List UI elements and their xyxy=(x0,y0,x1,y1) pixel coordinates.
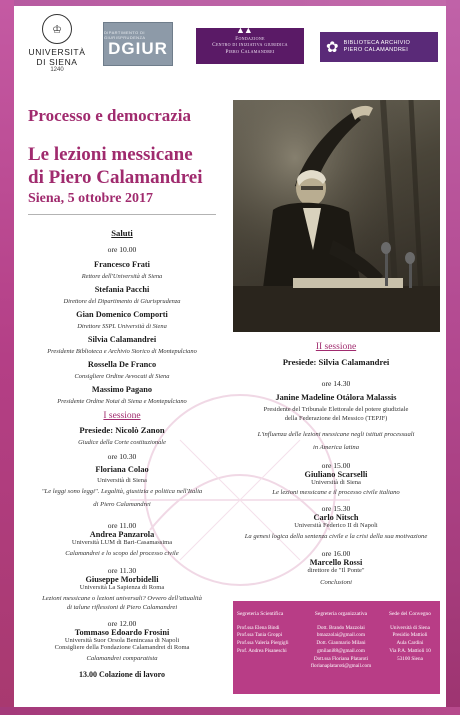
talk-title: L'influenza delle lezioni messicane negli istituti processuali xyxy=(257,431,415,438)
info-scientifica-item: Prof. Andrea Pisaneschi xyxy=(237,647,287,654)
talk-speaker: Giuseppe Morbidelli xyxy=(85,575,159,584)
talk-time: ore 15.00 xyxy=(321,461,351,470)
session1-heading: I sessione xyxy=(103,411,141,421)
info-scientifica-item: Prof.ssa Valeria Piergigli xyxy=(237,640,289,647)
saluti-speaker-role: Consigliere Ordine Avvocati di Siena xyxy=(74,373,170,380)
talk-affiliation: Presidente del Tribunale Elettorale del potere giudiziale xyxy=(263,406,409,413)
talk-time: ore 12.00 xyxy=(107,619,137,628)
info-sede-item: Presidio Mattioli xyxy=(392,632,428,639)
info-organizzativa-item: Dott. Brando Mazzolai xyxy=(317,624,365,631)
info-organizzativa xyxy=(305,611,377,671)
info-organizzativa-email[interactable]: florianaplataroti@gmail.com xyxy=(310,663,372,670)
event-date: Siena, 5 ottobre 2017 xyxy=(28,191,153,206)
talk-title: di talune riflessioni di Piero Calamandrei xyxy=(66,604,178,611)
page-subtitle xyxy=(28,143,203,189)
info-scientifica-heading: Segreteria Scientifica xyxy=(237,611,284,617)
info-sede-item: Via P.A. Mattioli 10 xyxy=(389,647,431,654)
unisi-seal-icon: ♔ xyxy=(42,14,72,44)
photo-figure xyxy=(233,100,440,332)
talk-affiliation: Università di Siena xyxy=(311,479,361,486)
calamandrei-photo xyxy=(233,100,440,332)
fondazione-triangles-icon: ▲▲ xyxy=(236,25,252,35)
talk-affiliation: Università Suor Orsola Benincasa di Napoli xyxy=(64,637,180,644)
info-sede-heading: Sede del Convegno xyxy=(389,611,431,617)
saluti-speaker-role: Direttore del Dipartimento di Giurisprudenza xyxy=(63,298,181,305)
talk-time: ore 15.30 xyxy=(321,504,351,513)
subtitle-line2: di Piero Calamandrei xyxy=(28,167,203,188)
info-sede xyxy=(381,611,439,663)
info-scientifica xyxy=(237,611,303,656)
talk-affiliation: Università Federico II di Napoli xyxy=(294,522,378,529)
talk-time: ore 14.30 xyxy=(321,379,351,388)
saluti-speaker-name: Francesco Frati xyxy=(94,260,150,269)
unisi-name-line1: UNIVERSITÀ xyxy=(28,47,86,57)
info-sede-item: Aula Cardini xyxy=(396,640,424,647)
lunch-break: 13.00 Colazione di lavoro xyxy=(78,670,166,679)
info-box xyxy=(233,601,440,694)
page-title: Processo e democrazia xyxy=(28,106,192,125)
talk-title: Lezioni messicane o lezioni universali? Ovvero dell'attualità xyxy=(42,595,202,602)
info-organizzativa-item: Dott. Gianmario Milani xyxy=(316,640,366,647)
frame-left xyxy=(0,0,14,715)
talk-title: Calamandrei comparatista xyxy=(86,655,158,662)
talk-title: La genesi logica della sentenza civile e la crisi della sua motivazione xyxy=(244,533,428,540)
talk-speaker: Floriana Colao xyxy=(95,465,149,474)
fondazione-logo xyxy=(196,25,304,64)
butterfly-icon: ✿ xyxy=(326,39,339,56)
subtitle-line1: Le lezioni messicane xyxy=(28,144,193,165)
fondazione-line1: Fondazione xyxy=(235,36,265,42)
saluti-heading: Saluti xyxy=(111,228,133,238)
info-sede-item: 53100 Siena xyxy=(397,655,423,662)
talk-speaker: Janine Madeline Otálora Malassis xyxy=(275,393,397,402)
saluti-speaker-role: Direttore SSPL Università di Siena xyxy=(77,323,167,330)
biblioteca-logo xyxy=(320,32,438,62)
dgiur-caption: DIPARTIMENTO DI GIURISPRUDENZA xyxy=(104,30,146,40)
dgiur-logo xyxy=(103,22,173,66)
fondazione-line2: Centro di iniziativa giuridica xyxy=(212,42,288,49)
talk-speaker: Andrea Panzarola xyxy=(89,530,155,539)
talk-time: ore 11.30 xyxy=(107,566,137,575)
biblioteca-line1: BIBLIOTECA ARCHIVIO xyxy=(343,40,411,46)
title-divider xyxy=(28,214,216,215)
session2-heading: II sessione xyxy=(315,342,357,352)
fondazione-line3: Piero Calamandrei xyxy=(225,48,275,55)
unisi-logo xyxy=(22,14,92,80)
saluti-speaker-role: Presidente Ordine Notai di Siena e Montepulciano xyxy=(57,398,187,405)
info-organizzativa-email[interactable]: bmazzolai@gmail.com xyxy=(316,632,366,639)
talk-speaker: Marcello Rossi xyxy=(309,558,363,567)
talk-speaker: Tommaso Edoardo Frosini xyxy=(74,628,170,637)
talk-title: in America latina xyxy=(312,444,360,451)
info-sede-item: Università di Siena xyxy=(390,624,430,631)
talk-affiliation: direttore de "Il Ponte" xyxy=(307,567,365,574)
program-right-column xyxy=(228,342,444,586)
dgiur-wordmark: DGIUR xyxy=(108,39,168,58)
saluti-time: ore 10.00 xyxy=(107,245,137,254)
program-left-column xyxy=(16,224,228,679)
talk-affiliation: Università LUM di Bari-Casamassima xyxy=(71,539,173,546)
info-scientifica-item: Prof.ssa Tania Groppi xyxy=(237,632,283,639)
talk-speaker: Giuliano Scarselli xyxy=(304,470,368,479)
session1-chair-role: Giudice della Corte costituzionale xyxy=(78,439,166,446)
saluti-speaker-name: Rossella De Franco xyxy=(87,360,157,369)
talk-affiliation: della Federazione del Messico (TEPJF) xyxy=(284,415,388,422)
info-organizzativa-item: Dott.ssa Floriana Plataroti xyxy=(313,655,369,662)
saluti-speaker-name: Silvia Calamandrei xyxy=(87,335,157,344)
talk-title: di Piero Calamandrei xyxy=(93,501,151,508)
saluti-speaker-name: Stefania Pacchi xyxy=(94,285,150,294)
saluti-speaker-role: Presidente Biblioteca e Archivio Storico di Montepulciano xyxy=(47,348,197,355)
saluti-speaker-name: Massimo Pagano xyxy=(91,385,153,394)
info-organizzativa-email[interactable]: gmilani88@gmail.com xyxy=(317,647,365,654)
talk-time: ore 11.00 xyxy=(107,521,137,530)
info-scientifica-item: Prof.ssa Elena Bindi xyxy=(237,624,280,631)
talk-speaker: Carlo Nitsch xyxy=(313,513,359,522)
talk-title: Conclusioni xyxy=(320,579,352,586)
talk-title: Calamandrei e lo scopo del processo civile xyxy=(65,550,179,557)
talk-time: ore 10.30 xyxy=(107,452,137,461)
talk-time: ore 16.00 xyxy=(321,549,351,558)
talk-affiliation: Università di Siena xyxy=(97,477,147,484)
talk-title: "Le leggi sono leggi". Legalità, giustizia e politica nell'Italia xyxy=(41,488,203,495)
talk-affiliation: Università La Sapienza di Roma xyxy=(79,584,165,591)
frame-bottom xyxy=(0,707,460,715)
saluti-speaker-name: Gian Domenico Comporti xyxy=(76,310,168,319)
frame-right xyxy=(446,0,460,715)
biblioteca-line2: PIERO CALAMANDREI xyxy=(343,47,409,53)
session1-chair: Presiede: Nicolò Zanon xyxy=(79,425,165,435)
talk-title: Le lezioni messicane e il processo civile italiano xyxy=(272,489,400,496)
unisi-year: 1240 xyxy=(50,67,64,73)
unisi-name-line2: DI SIENA xyxy=(36,57,78,67)
info-organizzativa-heading: Segreteria organizzativa xyxy=(314,611,368,617)
talk-affiliation: Consigliere della Fondazione Calamandrei di Roma xyxy=(54,644,190,651)
session2-chair: Presiede: Silvia Calamandrei xyxy=(282,357,390,367)
saluti-speaker-role: Rettore dell'Università di Siena xyxy=(81,273,163,280)
